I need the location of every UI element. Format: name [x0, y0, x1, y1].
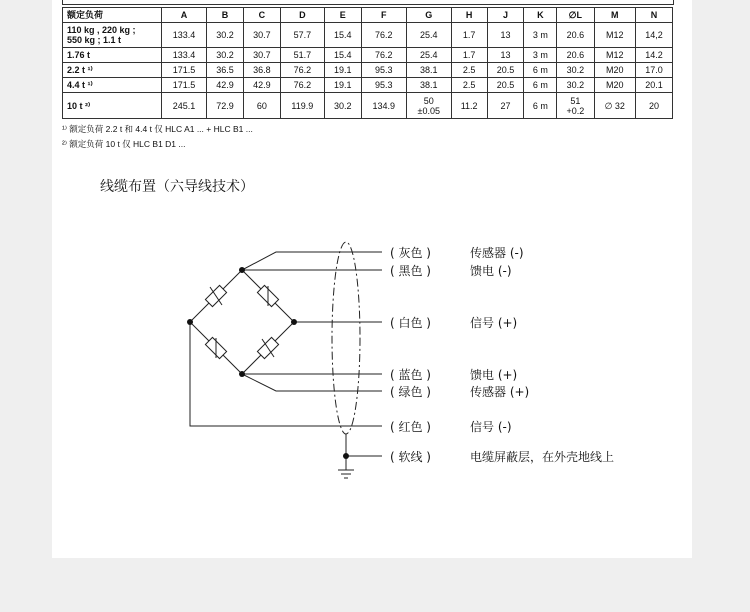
wire-color-label: ( 蓝色 ): [390, 368, 431, 382]
wire-color-label: ( 灰色 ): [390, 246, 431, 260]
table-cell: 36.5: [207, 63, 244, 78]
table-cell: M12: [594, 23, 636, 48]
table-cell: 30.2: [557, 78, 594, 93]
table-cell: 15.4: [324, 48, 361, 63]
column-header: F: [361, 8, 406, 23]
table-cell: 14,2: [636, 23, 673, 48]
table-cell: 20.6: [557, 23, 594, 48]
table-cell: 30.7: [243, 48, 280, 63]
wire-color-label: ( 白色 ): [390, 316, 431, 330]
table-cell: 30.2: [207, 23, 244, 48]
section-title: 线缆布置（六导线技术）: [100, 179, 254, 195]
table-cell: 30.2: [324, 93, 361, 119]
table-cell: 95.3: [361, 78, 406, 93]
column-header: G: [406, 8, 451, 23]
table-cell: 2.5: [451, 78, 487, 93]
table-cell: 60: [243, 93, 280, 119]
table-cell: 171.5: [162, 63, 207, 78]
table-cell: 20.5: [487, 63, 524, 78]
column-header: H: [451, 8, 487, 23]
table-cell: M20: [594, 78, 636, 93]
table-cell: 51 +0.2: [557, 93, 594, 119]
wire-function-label: 馈电 (+): [470, 368, 518, 382]
table-cell: 133.4: [162, 48, 207, 63]
table-cell: 6 m: [524, 78, 557, 93]
column-header: N: [636, 8, 673, 23]
table-cell: 76.2: [280, 78, 324, 93]
column-header: C: [243, 8, 280, 23]
table-cell: ∅ 32: [594, 93, 636, 119]
table-cell: 6 m: [524, 93, 557, 119]
column-header: D: [280, 8, 324, 23]
column-header: 额定负荷: [63, 8, 162, 23]
table-cell: M12: [594, 48, 636, 63]
wire-function-label: 馈电 (-): [470, 264, 512, 278]
table-cell: 27: [487, 93, 524, 119]
table-cell: 10 t ²⁾: [63, 93, 162, 119]
table-cell: 20: [636, 93, 673, 119]
table-cell: 4.4 t ¹⁾: [63, 78, 162, 93]
table-cell: 30.7: [243, 23, 280, 48]
table-cell: 38.1: [406, 78, 451, 93]
table-cell: 2.5: [451, 63, 487, 78]
table-cell: 20.1: [636, 78, 673, 93]
table-cell: 51.7: [280, 48, 324, 63]
table-cell: 19.1: [324, 63, 361, 78]
table-cell: 25.4: [406, 23, 451, 48]
wire-function-label: 传感器 (+): [470, 385, 530, 399]
table-cell: 38.1: [406, 63, 451, 78]
table-cell: 6 m: [524, 63, 557, 78]
wire-color-label: ( 红色 ): [390, 420, 431, 434]
table-cell: 20.5: [487, 78, 524, 93]
table-cell: 76.2: [280, 63, 324, 78]
column-header: A: [162, 8, 207, 23]
table-cell: 19.1: [324, 78, 361, 93]
table-cell: 1.7: [451, 48, 487, 63]
wire-function-label: 信号 (-): [470, 420, 512, 434]
table-cell: 95.3: [361, 63, 406, 78]
table-cell: 76.2: [361, 48, 406, 63]
table-cell: 42.9: [243, 78, 280, 93]
table-cell: 20.6: [557, 48, 594, 63]
table-cell: 171.5: [162, 78, 207, 93]
table-cell: 13: [487, 23, 524, 48]
table-cell: 110 kg , 220 kg ; 550 kg ; 1.1 t: [63, 23, 162, 48]
table-cell: 13: [487, 48, 524, 63]
table-cell: 76.2: [361, 23, 406, 48]
column-header: E: [324, 8, 361, 23]
table-cell: 2.2 t ¹⁾: [63, 63, 162, 78]
table-cell: 14.2: [636, 48, 673, 63]
column-header: J: [487, 8, 524, 23]
wire-color-label: ( 黑色 ): [390, 264, 431, 278]
table-cell: 25.4: [406, 48, 451, 63]
table-cell: 11.2: [451, 93, 487, 119]
table-cell: 1.7: [451, 23, 487, 48]
table-cell: 42.9: [207, 78, 244, 93]
cable-shield: [332, 242, 360, 434]
wire-function-label: 电缆屏蔽层，在外壳地线上: [470, 450, 615, 464]
table-cell: 17.0: [636, 63, 673, 78]
table-cell: 30.2: [207, 48, 244, 63]
column-header: ∅L: [557, 8, 594, 23]
table-cell: 15.4: [324, 23, 361, 48]
table-cell: 50 ±0.05: [406, 93, 451, 119]
wire-function-label: 传感器 (-): [470, 246, 524, 260]
table-cell: 3 m: [524, 48, 557, 63]
wire-color-label: ( 软线 ): [390, 450, 431, 464]
column-header: B: [207, 8, 244, 23]
table-cell: 134.9: [361, 93, 406, 119]
table-cell: 133.4: [162, 23, 207, 48]
table-cell: 36.8: [243, 63, 280, 78]
table-cell: 245.1: [162, 93, 207, 119]
footnote-1: ¹⁾ 额定负荷 2.2 t 和 4.4 t 仅 HLC A1 ... + HLC B1 ...: [62, 124, 253, 134]
wire-function-label: 信号 (+): [470, 316, 518, 330]
column-header: M: [594, 8, 636, 23]
table-cell: 3 m: [524, 23, 557, 48]
bridge: [190, 270, 294, 374]
table-cell: 57.7: [280, 23, 324, 48]
wire-color-label: ( 绿色 ): [390, 385, 431, 399]
table-cell: M20: [594, 63, 636, 78]
footnote-2: ²⁾ 额定负荷 10 t 仅 HLC B1 D1 ...: [62, 139, 186, 149]
table-cell: 119.9: [280, 93, 324, 119]
column-header: K: [524, 8, 557, 23]
table-cell: 1.76 t: [63, 48, 162, 63]
table-cell: 72.9: [207, 93, 244, 119]
table-cell: 30.2: [557, 63, 594, 78]
